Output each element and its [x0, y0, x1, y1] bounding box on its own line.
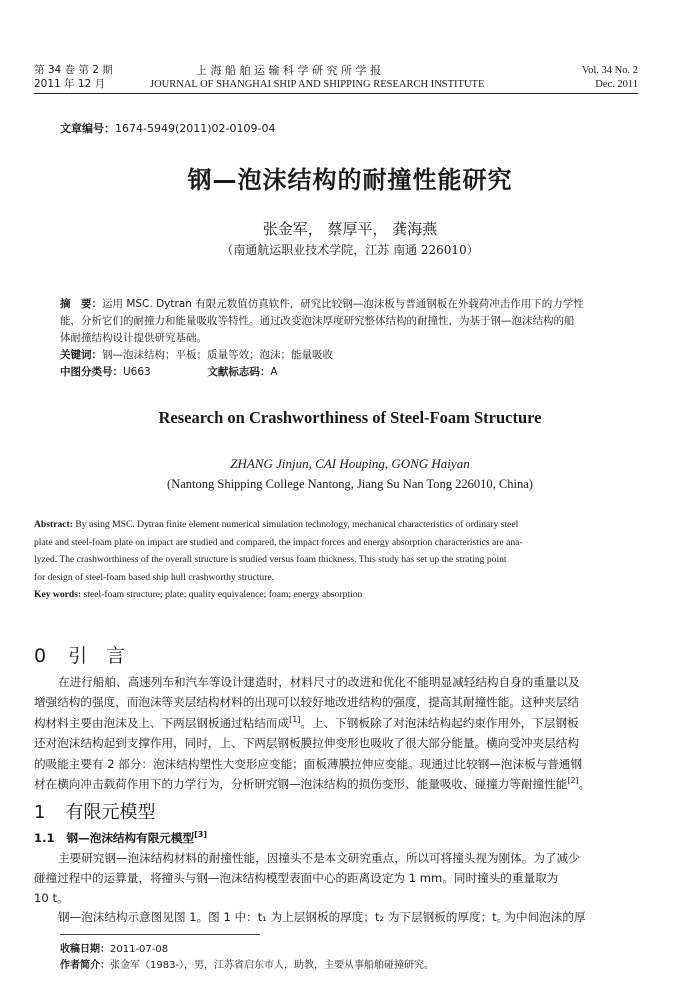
- body-line: 。: [578, 777, 591, 792]
- class-number-value: U663: [123, 366, 151, 378]
- body-line: 还对泡沫结构起到支撑作用，同时，上、下两层钢板膜拉伸变形也吸收了很大部分能量。横向受冲夹层结构: [34, 736, 579, 751]
- abstract-cn-label: 摘 要：: [60, 298, 102, 310]
- keywords-cn-label: 关键词：: [60, 349, 102, 361]
- footnote-rule: [60, 934, 260, 935]
- body-line: 碰撞过程中的运算量，将撞头与钢—泡沫结构模型表面中心的距离设定为 1 mm。同时撞头的重量取为: [34, 870, 559, 885]
- paper-title-en: Research on Crashworthiness of Steel-Foam Structure: [158, 408, 542, 427]
- abstract-en-label: Abstract:: [34, 519, 73, 530]
- abstract-en: [34, 516, 634, 604]
- abstract-cn-line: 体耐撞结构设计提供研究基础。: [60, 332, 207, 344]
- date-en: Dec. 2011: [595, 79, 638, 90]
- volume-issue-en: Vol. 34 No. 2: [581, 65, 638, 76]
- body-line: 10 t。: [34, 890, 69, 905]
- subsection-heading-1-1: [34, 830, 207, 846]
- body-line: 增强结构的强度，而泡沫等夹层结构材料的出现可以较好地改进结构的强度，提高其耐撞性能。这种夹层结: [34, 695, 579, 710]
- abstract-en-line: for design of steel-foam based ship hull crashworthy structure.: [34, 571, 275, 583]
- body-line: 的吸能主要有 2 部分：泡沫结构塑性大变形应变能；面板薄膜拉伸应变能。现通过比较钢—泡沫板与普通钢: [34, 756, 583, 771]
- article-number-value: 1674-5949(2011)02-0109-04: [115, 122, 276, 135]
- author-bio-label: 作者简介：: [60, 960, 110, 971]
- section-title: 有限元模型: [65, 802, 156, 823]
- section-number: 0: [34, 645, 47, 667]
- section-0-body: [34, 672, 638, 794]
- body-line: 材在横向冲击载荷作用下的力学行为，分析研究钢—泡沫结构的损伤变形、能量吸收、碰撞力等耐撞性能: [34, 777, 568, 792]
- abstract-en-line: lyzed. The crashworthiness of the overall structure is studied versus foam thickness. This study has set up the strating point: [34, 554, 507, 565]
- subsection-number: 1.1: [34, 831, 55, 845]
- journal-name-cn: 上 海 船 舶 运 输 科 学 研 究 所 学 报: [196, 64, 381, 77]
- article-number-label: 文章编号：: [60, 122, 115, 135]
- received-date-value: 2011-07-08: [110, 944, 169, 955]
- abstract-cn-line: 能，分析它们的耐撞力和能量吸收等特性。通过改变泡沫厚度研究整体结构的耐撞性，为基于钢—泡沫结构的船: [60, 315, 575, 327]
- author-bio-value: 张金军（1983-），男，江苏省启东市人，助教，主要从事船舶碰撞研究。: [110, 960, 435, 971]
- footnote: [60, 942, 434, 974]
- citation: [2]: [567, 776, 579, 786]
- volume-issue-cn: 第 34 卷 第 2 期: [34, 64, 113, 76]
- class-number-label: 中图分类号：: [60, 366, 123, 378]
- date-cn: 2011 年 12 月: [34, 78, 106, 90]
- citation: [1]: [289, 714, 301, 724]
- keywords-en-value: steel-foam structure; plate; quality equivalence; foam; energy absorption: [83, 589, 363, 600]
- section-heading-0: [34, 641, 125, 668]
- affiliation-en: (Nantong Shipping College Nantong, Jiang Su Nan Tong 226010, China): [167, 477, 533, 491]
- affiliation-cn: （南通航运职业技术学院，江苏 南通 226010）: [221, 243, 479, 257]
- authors-en: ZHANG Jinjun, CAI Houping, GONG Haiyan: [230, 456, 470, 471]
- keywords-cn-value: 钢—泡沫结构；平板；质量等效；泡沫；能量吸收: [102, 349, 333, 361]
- document-code-label: 文献标志码：: [207, 366, 271, 378]
- body-line: 构材料主要由泡沫及上、下两层钢板通过粘结而成: [34, 715, 290, 730]
- header-rule: [34, 93, 638, 94]
- abstract-en-line: plate and steel-foam plate on impact are studied and compared, the impact forces and energy absorption characteristics are ana-: [34, 536, 523, 548]
- abstract-cn-line: 运用 MSC. Dytran 有限元数值仿真软件，研究比较钢—泡沫板与普通钢板在外载荷冲击作用下的力学性: [102, 298, 584, 310]
- section-heading-1: [34, 798, 155, 824]
- received-date-label: 收稿日期：: [60, 944, 110, 955]
- body-line: 在进行船舶、高速列车和汽车等设计建造时，材料尺寸的改进和优化不能明显减轻结构自身的重量以及: [58, 675, 580, 689]
- journal-name-en: JOURNAL OF SHANGHAI SHIP AND SHIPPING RESEARCH INSTITUTE: [150, 79, 485, 90]
- authors-cn: 张金军， 蔡厚平， 龚海燕: [262, 220, 438, 238]
- article-number: [60, 120, 275, 136]
- body-line: 。上、下钢板除了对泡沫结构起约束作用外，下层钢板: [300, 715, 579, 730]
- section-1-1-body: [34, 849, 638, 928]
- citation: [3]: [194, 830, 207, 840]
- section-title: 引 言: [68, 645, 126, 667]
- body-line: 钢—泡沫结构示意图见图 1。图 1 中：t₁ 为上层钢板的厚度；t₂ 为下层钢板的厚度；t꜀ 为中间泡沫的厚: [58, 910, 586, 925]
- section-number: 1: [34, 802, 46, 823]
- abstract-en-line: By using MSC. Dytran finite element numerical simulation technology, mechanical characteristics of ordinary steel: [75, 519, 519, 530]
- paper-title-cn: 钢—泡沫结构的耐撞性能研究: [187, 166, 513, 194]
- subsection-title: 钢—泡沫结构有限元模型: [66, 831, 195, 845]
- abstract-cn: [60, 296, 630, 381]
- body-line: 主要研究钢—泡沫结构材料的耐撞性能，因撞头不是本文研究重点，所以可将撞头视为刚体。为了减少: [58, 851, 580, 865]
- keywords-en-label: Key words:: [34, 589, 82, 600]
- document-code-value: A: [270, 366, 278, 378]
